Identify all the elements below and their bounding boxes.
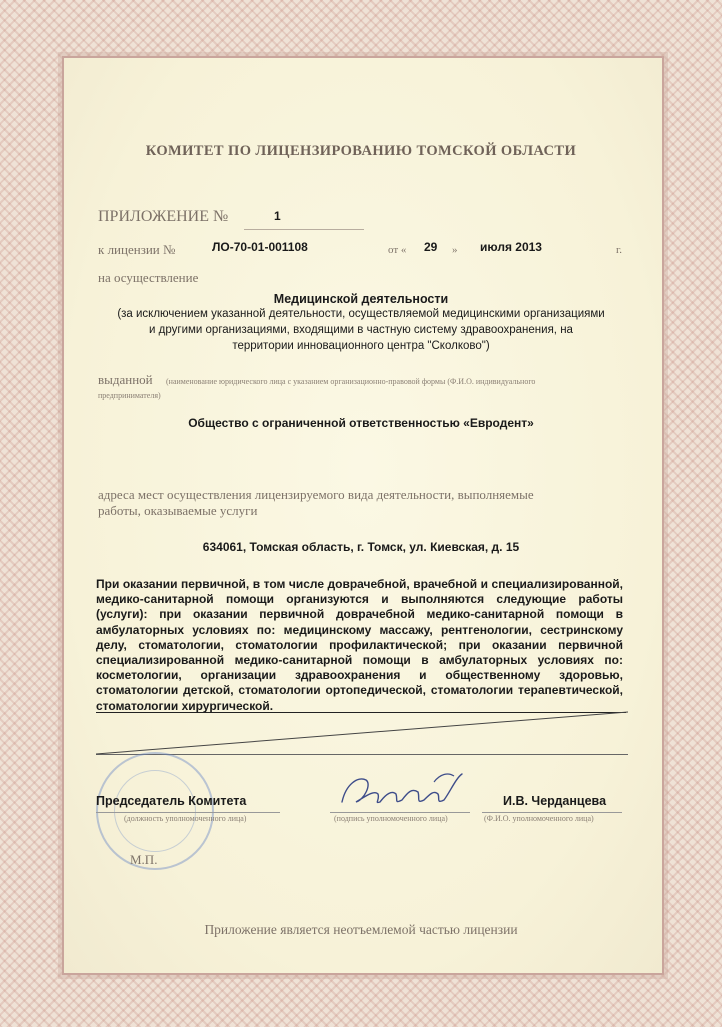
signer-name: И.В. Черданцева xyxy=(503,794,607,808)
name-hint: (Ф.И.О. уполномоченного лица) xyxy=(484,814,594,823)
license-year-suffix: г. xyxy=(616,244,623,256)
position-hint: (должность уполномоченного лица) xyxy=(124,814,247,823)
appendix-underline xyxy=(244,229,364,230)
diagonal-strike-line xyxy=(96,708,628,758)
license-number: ЛО-70-01-001108 xyxy=(212,240,308,254)
appendix-label: ПРИЛОЖЕНИЕ № xyxy=(98,208,229,225)
name-underline xyxy=(482,812,622,813)
seal-place-label: М.П. xyxy=(130,852,158,867)
handwritten-signature xyxy=(336,764,472,814)
activity-label: на осуществление xyxy=(98,270,199,285)
issued-hint-line2: предпринимателя) xyxy=(98,391,161,400)
license-month-year: июля 2013 xyxy=(480,240,542,254)
license-day: 29 xyxy=(424,240,438,254)
license-day-close: » xyxy=(452,244,458,256)
issued-hint-line1: (наименование юридического лица с указанием организационно-правовой формы (Ф.И.О. индивидуального xyxy=(166,377,536,386)
services-text: При оказании первичной, в том числе доврачебной, врачебной и специализированной, медико-санитарной помощи организуются и выполняются следующие работы (услуги): при оказании первичной доврачебной медико-санитарной помощи в амбулаторных условиях по: медицинскому массажу, рентгенологии, сестринскому делу, стоматологии, стоматологии профилактической; при оказании первичной специализированной медико-санитарной помощи в амбулаторных условиях по: косметологии, организации здравоохранения и общественному здоровью, стоматологии детской, стоматологии ортопедической, стоматологии терапевтической, стоматологии хирургической. xyxy=(96,577,623,713)
address-label-line2: работы, оказываемые услуги xyxy=(98,503,258,518)
address-label-line1: адреса мест осуществления лицензируемого вида деятельности, выполняемые xyxy=(98,487,534,502)
activity-exclusion-line3: территории инновационного центра "Сколково") xyxy=(232,340,490,352)
signer-position: Председатель Комитета xyxy=(96,794,247,808)
organization-name: Общество с ограниченной ответственностью «Евродент» xyxy=(188,416,534,430)
activity-exclusion-line2: и другими организациями, входящими в частную систему здравоохранения, на xyxy=(149,324,573,336)
footer-note: Приложение является неотъемлемой частью лицензии xyxy=(204,922,518,937)
address-value: 634061, Томская область, г. Томск, ул. Киевская, д. 15 xyxy=(202,540,520,554)
issued-label: выданной xyxy=(98,372,153,387)
signature-underline xyxy=(330,812,470,813)
appendix-number: 1 xyxy=(274,209,281,223)
license-label: к лицензии № xyxy=(98,242,176,257)
activity-name: Медицинской деятельности xyxy=(273,292,449,306)
license-date-from-label: от « xyxy=(388,244,407,256)
signature-hint: (подпись уполномоченного лица) xyxy=(334,814,448,823)
position-underline xyxy=(96,812,280,813)
activity-exclusion-line1: (за исключением указанной деятельности, осуществляемой медицинскими организациями xyxy=(117,308,605,320)
committee-title: КОМИТЕТ ПО ЛИЦЕНЗИРОВАНИЮ ТОМСКОЙ ОБЛАСТИ xyxy=(145,143,577,159)
